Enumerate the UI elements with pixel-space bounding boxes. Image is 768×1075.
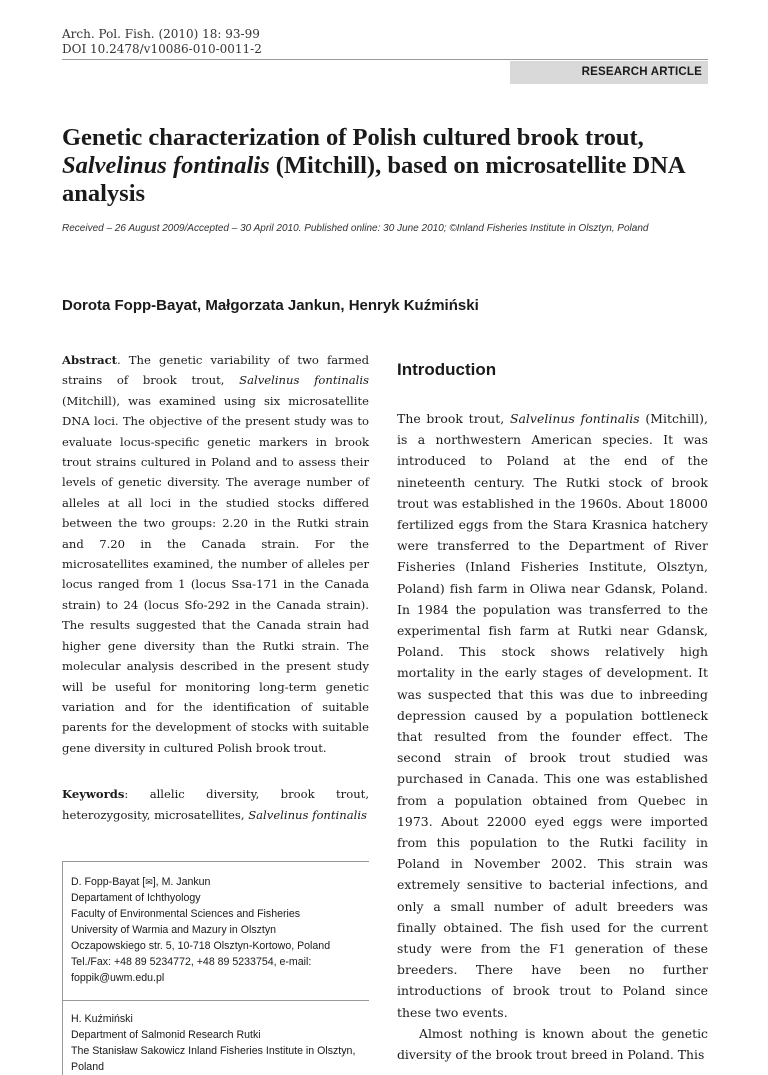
received-dates: Received – 26 August 2009/Accepted – 30 April 2010. Published online: 30 June 2010; ©Inland Fisheries Institute in Olsztyn, Poland: [62, 223, 649, 234]
header-rule: [62, 59, 708, 60]
journal-header: [62, 27, 262, 57]
abstract-species: Salvelinus fontinalis: [239, 373, 369, 388]
affiliation-2-line: Department of Salmonid Research Rutki: [71, 1028, 261, 1041]
journal-citation: Arch. Pol. Fish. (2010) 18: 93-99: [62, 27, 260, 41]
keywords-species: Salvelinus fontinalis: [248, 807, 368, 822]
introduction-paragraph-2: Almost nothing is known about the genetic diversity of the brook trout breed in Poland. This: [397, 1025, 708, 1063]
abstract: [62, 350, 369, 758]
keywords-label: Keywords: [62, 787, 125, 802]
doi: DOI 10.2478/v10086-010-0011-2: [62, 42, 262, 56]
abstract-label: Abstract: [62, 353, 118, 367]
introduction-species: Salvelinus fontinalis: [509, 411, 640, 426]
article-title: [62, 124, 712, 208]
affiliation-1-names: D. Fopp-Bayat [✉], M. Jankun: [71, 875, 211, 888]
title-line-3: analysis: [62, 180, 146, 207]
envelope-icon: ✉: [145, 876, 153, 887]
affiliation-1-line: Departament of Ichthyology: [71, 891, 201, 904]
title-line-1: Genetic characterization of Polish cultured brook trout,: [62, 124, 644, 151]
affiliation-1: [62, 862, 369, 986]
affiliation-1-line: Oczapowskiego str. 5, 10-718 Olsztyn-Kortowo, Poland: [71, 939, 331, 952]
affiliation-1-email: foppik@uwm.edu.pl: [71, 971, 165, 984]
title-species: Salvelinus fontinalis: [62, 152, 270, 179]
left-column: [62, 350, 369, 1075]
keywords-text: : allelic diversity, brook trout, heterozygosity, microsatellites,: [62, 787, 369, 822]
affiliation-2-line: The Stanisław Sakowicz Inland Fisheries Institute in Olsztyn, Poland: [71, 1044, 356, 1073]
abstract-text-1: . The genetic variability of two farmed strains of brook trout,: [62, 353, 369, 388]
affiliation-1-line: Tel./Fax: +48 89 5234772, +48 89 5233754, e-mail:: [71, 955, 312, 968]
introduction-heading: Introduction: [397, 360, 497, 379]
keywords: [62, 784, 369, 825]
affiliation-2-name: H. Kuźmiński: [71, 1012, 133, 1025]
affiliation-2: [62, 1001, 369, 1075]
right-column: [397, 350, 708, 1065]
section-badge: RESEARCH ARTICLE: [510, 61, 708, 84]
affiliation-1-line: University of Warmia and Mazury in Olsztyn: [71, 923, 277, 936]
introduction-paragraph-1: The brook trout, Salvelinus fontinalis (Mitchill), is a northwestern American species. It was introduced to Poland at the end of the nineteenth century. The Rutki stock of brook trout was established in the 1960s. About 18000 fertilized eggs from the Stara Krasnica hatchery were transferred to the Department of River Fisheries (Inland Fisheries Institute, Olsztyn, Poland) fish farm in Oliwa near Gdansk, Poland. In 1984 the population was transferred to the experimental fish farm at Rutki near Gdansk, Poland. This stock shows relatively high mortality in the early stages of development. It was suspected that this was due to inbreeding depression caused by a population bottleneck that resulted from the founder effect. The second strain of brook trout studied was purchased in Canada. This one was established from a population obtained from Quebec in 1973. About 22000 eyed eggs were imported from this population to the Rutki facility in Poland in November 2002. This strain was extremely sensitive to bacterial infections, and only a small number of adult breeders was finally obtained. The fish used for the current study were from the F1 generation of these breeders. There have been no further introductions of brook trout to Poland since these two events.: [397, 411, 708, 1020]
author-list: Dorota Fopp-Bayat, Małgorzata Jankun, Henryk Kuźmiński: [62, 297, 479, 314]
affiliation-1-line: Faculty of Environmental Sciences and Fisheries: [71, 907, 301, 920]
title-authority: (Mitchill), based on microsatellite DNA: [269, 152, 686, 179]
abstract-text-2: (Mitchill), was examined using six microsatellite DNA loci. The objective of the present study was to evaluate locus-specific genetic markers in brook trout strains cultured in Poland and to assess their levels of genetic diversity. The average number of alleles at all loci in the studied stocks differed between the two groups: 2.20 in the Rutki strain and 7.20 in the Canada strain. For the microsatellites examined, the number of alleles per locus ranged from 1 (locus Ssa-171 in the Canada strain) to 24 (locus Sfo-292 in the Canada strain). The results suggested that the Canada strain had higher gene diversity than the Rutki strain. The molecular analysis described in the present study will be useful for monitoring long-term genetic variation and for the identification of suitable parents for the development of stocks with suitable gene diversity in cultured Polish brook trout.: [62, 393, 369, 755]
affiliation-gap: [62, 986, 369, 1000]
